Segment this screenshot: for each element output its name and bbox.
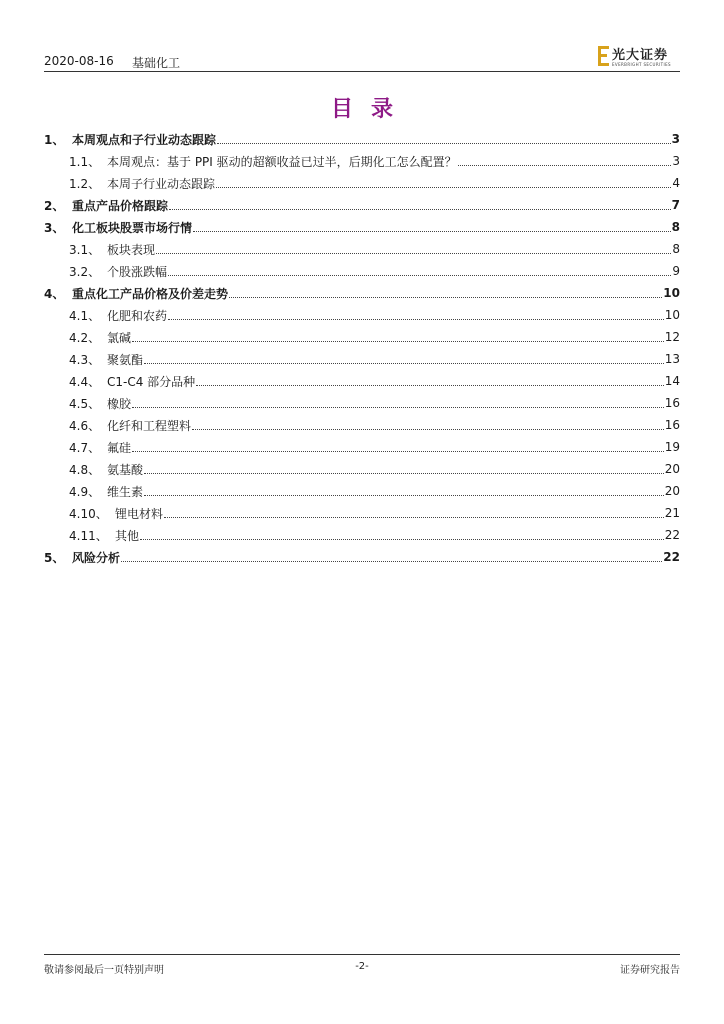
toc-entry-page: 13 <box>664 352 680 366</box>
toc-entry-number: 4.4、 <box>69 374 101 389</box>
toc-leader-dots <box>217 143 671 144</box>
toc-entry-page: 4 <box>672 176 680 190</box>
toc-entry[interactable] <box>44 282 680 304</box>
page-header <box>44 40 680 72</box>
toc-entry-title: 化肥和农药 <box>107 308 168 323</box>
toc-entry[interactable] <box>44 260 680 282</box>
toc-entry-number: 4、 <box>44 286 65 301</box>
toc-entry-number: 4.7、 <box>69 440 101 455</box>
logo-text-cn: 光大证券 <box>612 48 669 63</box>
toc-entry-title: C1-C4 部分品种 <box>107 374 196 389</box>
toc-entry-number: 4.1、 <box>69 308 101 323</box>
toc-entry[interactable] <box>44 304 680 326</box>
toc-entry-page: 7 <box>671 198 680 212</box>
toc-entry-page: 8 <box>671 220 680 234</box>
toc-entry-number: 4.9、 <box>69 484 101 499</box>
toc-leader-dots <box>216 187 671 188</box>
toc-leader-dots <box>229 297 662 298</box>
toc-entry[interactable] <box>44 326 680 348</box>
toc-entry-title: 氨基酸 <box>107 462 144 477</box>
toc-entry-page: 20 <box>664 462 680 476</box>
toc-entry-title: 氯碱 <box>107 330 132 345</box>
disclaimer-note: 敬请参阅最后一页特别声明 <box>44 965 164 976</box>
toc-entry[interactable] <box>44 172 680 194</box>
toc-entry-number: 4.8、 <box>69 462 101 477</box>
toc-entry-title: 化纤和工程塑料 <box>107 418 192 433</box>
toc-entry-title: 板块表现 <box>107 242 156 257</box>
toc-entry-number: 1、 <box>44 132 65 147</box>
toc-entry[interactable] <box>44 238 680 260</box>
toc-entry[interactable] <box>44 414 680 436</box>
toc-entry-page: 16 <box>664 396 680 410</box>
toc-leader-dots <box>156 253 671 254</box>
toc-leader-dots <box>168 275 671 276</box>
logo-text-en: EVERBRIGHT SECURITIES <box>612 62 671 67</box>
toc-entry[interactable] <box>44 458 680 480</box>
toc-entry-page: 16 <box>664 418 680 432</box>
toc-entry-number: 4.5、 <box>69 396 101 411</box>
toc-entry-page: 14 <box>664 374 680 388</box>
toc-entry-number: 5、 <box>44 550 65 565</box>
toc-entry-number: 3.2、 <box>69 264 101 279</box>
toc-entry-title: 重点产品价格跟踪 <box>72 198 169 213</box>
toc-entry-number: 3、 <box>44 220 65 235</box>
toc-entry[interactable] <box>44 392 680 414</box>
toc-entry[interactable] <box>44 150 680 172</box>
toc-entry-title: 化工板块股票市场行情 <box>72 220 193 235</box>
report-date: 2020-08-16 <box>44 54 114 68</box>
toc-entry-title: 重点化工产品价格及价差走势 <box>72 286 229 301</box>
toc-leader-dots <box>140 539 664 540</box>
toc-leader-dots <box>121 561 662 562</box>
header-divider <box>44 71 680 72</box>
toc-entry-page: 10 <box>663 286 680 300</box>
toc-leader-dots <box>132 451 664 452</box>
industry-label: 基础化工 <box>132 56 181 70</box>
toc-entry[interactable] <box>44 216 680 238</box>
toc-leader-dots <box>132 407 664 408</box>
toc-entry[interactable] <box>44 194 680 216</box>
toc-leader-dots <box>168 319 664 320</box>
report-type: 证券研究报告 <box>620 965 680 976</box>
toc-entry-page: 22 <box>664 528 680 542</box>
toc-entry-page: 10 <box>664 308 680 322</box>
toc-entry[interactable] <box>44 128 680 150</box>
toc-entry-number: 4.2、 <box>69 330 101 345</box>
toc-leader-dots <box>144 363 664 364</box>
toc-entry-title: 个股涨跌幅 <box>107 264 168 279</box>
toc-entry[interactable] <box>44 348 680 370</box>
toc-entry-number: 1.1、 <box>69 154 101 169</box>
table-of-contents <box>44 128 680 568</box>
toc-entry-title: 氟硅 <box>107 440 132 455</box>
toc-entry-number: 1.2、 <box>69 176 101 191</box>
toc-leader-dots <box>193 231 671 232</box>
toc-entry-number: 4.6、 <box>69 418 101 433</box>
toc-entry-title: 锂电材料 <box>115 506 164 521</box>
toc-entry-number: 4.11、 <box>69 528 108 543</box>
toc-leader-dots <box>458 165 672 166</box>
toc-entry-title: 本周观点：基于 PPI 驱动的超额收益已过半，后期化工怎么配置？ <box>107 154 457 169</box>
toc-leader-dots <box>192 429 664 430</box>
toc-entry-number: 4.3、 <box>69 352 101 367</box>
toc-leader-dots <box>144 495 664 496</box>
toc-entry-title: 本周观点和子行业动态跟踪 <box>72 132 217 147</box>
toc-entry[interactable] <box>44 502 680 524</box>
toc-entry-title: 橡胶 <box>107 396 132 411</box>
toc-entry-page: 22 <box>663 550 680 564</box>
toc-entry[interactable] <box>44 524 680 546</box>
toc-leader-dots <box>196 385 664 386</box>
toc-entry-title: 风险分析 <box>72 550 121 565</box>
page-title: 目录 <box>330 96 411 122</box>
toc-entry-number: 3.1、 <box>69 242 101 257</box>
toc-entry-page: 3 <box>671 132 680 146</box>
toc-entry-page: 9 <box>672 264 680 278</box>
toc-entry[interactable] <box>44 480 680 502</box>
toc-leader-dots <box>169 209 671 210</box>
toc-entry-page: 3 <box>672 154 680 168</box>
page-number: -2- <box>355 961 369 972</box>
toc-entry[interactable] <box>44 370 680 392</box>
toc-entry-title: 维生素 <box>107 484 144 499</box>
toc-entry-page: 19 <box>664 440 680 454</box>
toc-entry-number: 2、 <box>44 198 65 213</box>
toc-entry-page: 8 <box>672 242 680 256</box>
toc-entry-page: 21 <box>664 506 680 520</box>
page-footer <box>44 954 680 976</box>
toc-entry-title: 本周子行业动态跟踪 <box>107 176 216 191</box>
toc-leader-dots <box>132 341 664 342</box>
everbright-logo <box>598 44 680 70</box>
toc-entry[interactable] <box>44 546 680 568</box>
toc-entry-page: 12 <box>664 330 680 344</box>
toc-entry-title: 聚氨酯 <box>107 352 144 367</box>
toc-leader-dots <box>144 473 664 474</box>
toc-entry-page: 20 <box>664 484 680 498</box>
footer-divider <box>44 954 680 955</box>
toc-entry-title: 其他 <box>115 528 140 543</box>
toc-entry[interactable] <box>44 436 680 458</box>
toc-leader-dots <box>164 517 664 518</box>
toc-entry-number: 4.10、 <box>69 506 108 521</box>
logo-mark-icon <box>598 46 610 66</box>
